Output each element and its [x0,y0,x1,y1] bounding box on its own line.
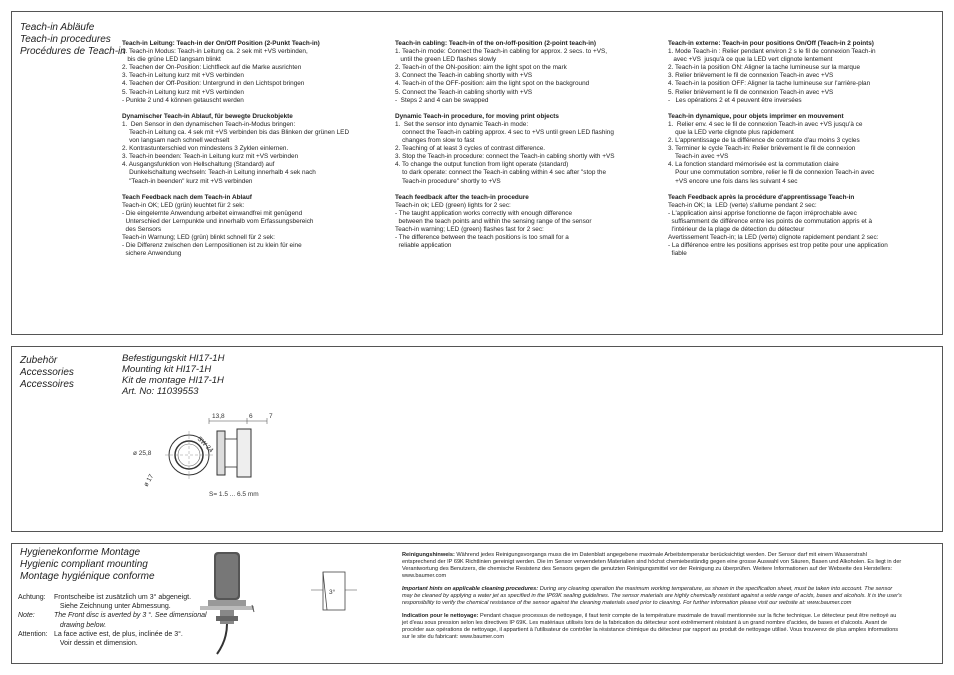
kit-name-de: Befestigungskit HI17-1H [122,353,225,364]
acc-title-en: Accessories [20,367,74,378]
acc-title-fr: Accessoires [20,379,74,390]
teach-step-line: Teach-in procedure" shortly to +VS [395,177,501,185]
teach-block-heading: Teach-in externe: Teach-in pour positions On/Off (Teach-in 2 points) [668,40,874,47]
hygiene-note-label: Achtung: [18,594,46,601]
teach-step-line: 4. Ausgangsfunktion von Hellschaltung (Standard) auf [122,161,275,169]
teach-step-line: von langsam nach schnell wechselt [122,137,230,145]
teach-step-line: 1. Den Sensor in den dynamischen Teach-in-Modus bringen: [122,120,296,128]
hygiene-note-label [18,639,54,648]
dim-thickness-range: S= 1.5 ... 6.5 mm [209,491,259,498]
hygiene-panel [11,543,943,664]
teach-step-line: Pour une commutation sombre, relier le fil de connexion Teach-in avec [668,169,875,177]
teach-block-heading: Teach Feedback après la procédure d'apprentissage Teach-in [668,193,855,201]
teach-title-en: Teach-in procedures [20,34,111,45]
teach-step-line: que la LED verte clignote plus rapidement [668,128,794,136]
teach-step-line: - The taught application works correctly with enough difference [395,209,573,217]
teach-step-line: 4. Teach-in la position OFF: Aligner la tache lumineuse sur l'arrière-plan [668,80,871,88]
teach-block-heading: Dynamischer Teach-in Ablauf, für bewegte Druckobjekte [122,112,293,120]
teach-step-line: Teach-in OK; la LED (verte) s'allume pendant 2 sec: [668,201,817,209]
teach-step-line: - Punkte 2 und 4 können getauscht werden [122,96,244,104]
teach-column-en [395,40,660,258]
teach-block-heading: Teach-in cabling: Teach-in of the on-/off-position (2-point teach-in) [395,40,597,47]
dim-width-2: 6 [249,413,253,420]
teach-step-line: - L'application ainsi apprise fonctionne de façon irréprochable avec [668,209,857,217]
teach-block-heading: Dynamic Teach-in procedure, for moving print objects [395,112,559,120]
teach-column-fr [668,40,933,266]
cleaning-instructions [402,552,902,647]
hygiene-note-row [18,602,207,611]
teach-step-line: 3. Teach-in Leitung kurz mit +VS verbinden [122,72,244,80]
dim-width-3: 7 [269,413,273,420]
mounting-kit-drawing [117,409,287,499]
teach-step-line: sichere Anwendung [122,250,182,258]
teach-step-line: Teach-in ok; LED (green) lights for 2 sec: [395,201,511,209]
hygiene-note-row [18,639,207,648]
front-disc-angle-diagram [309,566,359,618]
dim-wrench-size: SW 24 [195,435,215,455]
teach-step-line: - La différence entre les positions apprises est trop petite pour une application [668,242,888,250]
teach-step-line: 2. Teach-in of the ON-position: aim the light spot on the mark [395,64,567,72]
teach-step-line: +VS encore une fois dans les suivant 4 sec [668,177,798,185]
kit-article-number: Art. No: 11039553 [122,386,199,397]
teach-block [122,40,387,105]
hygiene-note-text: The Front disc is averted by 3 °. See dimensional [54,612,207,620]
teach-step-line: Teach-in avec +VS [668,153,729,161]
teach-step-line: 5. Relier brièvement le fil de connexion Teach-in avec +VS [668,88,834,96]
cleaning-hint-en: Important hints on applicable cleaning procedures: During any cleaning operation the maximum working temperature, as shown in the specification sheet, must be taken into account. The sensor may be cleaned by applying a water jet as specified in the IP69K sealing guidelines. The sensor materials are highly chemically resistant against a wide range of acids, bases and alcohols. It is the user's responsibility to verify the chemical resistance of the sensor against the cleaning materials used prior to cleaning. For further information please visit our website at: www.baumer.com [402,586,902,606]
teach-title-de: Teach-in Abläufe [20,22,95,33]
cleaning-hint-fr: Indication pour le nettoyage: Pendant chaque processus de nettoyage, il faut tenir compte de la température maximale de travail mentionnée sur la fiche technique. Le détecteur peut être nettoyé au jet d'eau sous pression selon les directives IP 69K. Les matériaux utilisés lors de la fabrication du détecteur sont extrêmement résistant à un grand nombre d'acides, de bases et d'alcools. Avant de procéder aux opérations de nettoyage, il appartient à l'utilisateur de contrôler la résistance chimique du détecteur par rapport au produit de nettoyage utilisé. Vous trouverez de plus amples informations sur le site du fabricant: www.baumer.com [402,613,899,640]
teach-block-heading: Teach Feedback nach dem Teach-in Ablauf [122,193,252,201]
kit-name-en: Mounting kit HI17-1H [122,364,212,375]
teach-step-line: 2. L'apprentissage de la différence de contraste d'au moins 3 cycles [668,137,860,145]
accessories-titles [20,355,74,391]
teach-step-line: bis die grüne LED langsam blinkt [122,56,221,64]
teach-block [395,113,660,186]
hyg-title-en: Hygienic compliant mounting [20,559,148,570]
teach-step-line: - Die eingelernte Anwendung arbeitet einwandfrei mit genügend [122,209,303,217]
hygiene-note-row [18,630,207,639]
teach-step-line: - Steps 2 and 4 can be swapped [395,96,489,104]
front-disc-angle-label: 3° [329,589,336,596]
hygiene-note-text: Siehe Zeichnung unter Abmessung. [54,603,171,611]
teach-step-line: to dark operate: connect the Teach-in cabling within 4 sec after "stop the [395,169,607,177]
acc-title-de: Zubehör [20,355,58,366]
teach-step-line: Teach-in Leitung ca. 4 sek mit +VS verbinden bis das Blinken der grünen LED [122,128,350,136]
teach-block [395,40,660,105]
teach-step-line: Dunkelschaltung wechseln: Teach-in Leitung innerhalb 4 sek nach [122,169,316,177]
teach-step-line: Avertissement Teach-in; la LED (verte) clignote rapidement pendant 2 sec: [668,234,879,242]
hygiene-note-label [18,621,54,630]
dim-diameter-outer: ø 25,8 [133,450,152,457]
dim-width-1: 13,8 [212,413,225,420]
teach-step-line: 3. Terminer le cycle Teach-in: Relier brièvement le fil de connexion [668,145,856,153]
teach-step-line: fiable [668,250,687,258]
hygiene-notes [18,593,207,648]
hygiene-note-text: Voir dessin et dimension. [54,640,138,648]
hygiene-note-label: Attention: [18,630,48,638]
hygienic-mount-photo [192,550,262,658]
teach-step-line: connect the Teach-in cabling approx. 4 sec to +VS until green LED flashing [395,128,614,136]
teach-step-line: 2. Kontrastunterschied von mindestens 3 Zyklen einlernen. [122,145,289,153]
teach-column-de [122,40,387,266]
teach-step-line: Teach-in OK; LED (grün) leuchtet für 2 sek: [122,201,245,209]
cleaning-hint-de: Reinigungshinweis: Während jedes Reinigungsvorgangs muss die im Datenblatt angegebene maximale Arbeitstemperatur berücksichtigt werden. Der Sensor darf mit einem Wasserstrahl entsprechend der IP 69K Richtlinien gereinigt werden. Die im Sensor verwendeten Materialien sind höchst chemiebeständig gegen eine grosse Auswahl von Säuren, Basen und Alkoholen. Es liegt in der Verantwortung des Benutzers, die chemische Resistenz des Sensors gegen die genutzten Reinigungsmittel vor der Reinigung zu überprüfen. Weitere Informationen auf der Webseite des Herstellers: www.baumer.com [402,552,902,579]
teach-step-line: 1. Set the sensor into dynamic Teach-in mode: [395,120,529,128]
hygiene-note-label: Note: [18,612,35,620]
teach-step-line: 2. Teach-in la position ON: Aligner la tache lumineuse sur la marque [668,64,861,72]
teach-step-line: 2. Teachen der On-Position: Lichtfleck auf die Marke ausrichten [122,64,302,72]
hyg-title-fr: Montage hygiénique conforme [20,571,155,582]
teach-step-line: changes from slow to fast [395,137,475,145]
teach-step-line: reliable application [395,242,452,250]
kit-name-fr: Kit de montage HI17-1H [122,375,224,386]
teach-in-panel [11,11,943,335]
teach-step-line: 3. Connect the Teach-in cabling shortly with +VS [395,72,533,80]
teach-block [122,194,387,259]
hygiene-note-row [18,621,207,630]
teach-step-line: between the teach points and within the sensing range of the sensor [395,217,592,225]
teach-step-line: Teach-in Warnung; LED (grün) blinkt schnell für 2 sek: [122,234,275,242]
teach-block [668,194,933,259]
teach-step-line: 3. Teach-in beenden: Teach-in Leitung kurz mit +VS verbinden [122,153,299,161]
hygiene-note-row [18,611,207,620]
teach-block [668,40,933,105]
teach-step-line: 4. Teach-in of the OFF-position: aim the light spot on the background [395,80,590,88]
teach-block-heading: Teach-in dynamique, pour objets imprimer en mouvement [668,112,844,120]
dim-diameter-inner: ø 17 [142,473,156,488]
teach-block-heading: Teach-in Leitung: Teach-in der On/Off Position (2-Punkt Teach-in) [122,40,320,47]
hygiene-note-text: drawing below. [54,621,107,629]
accessories-panel [11,346,943,532]
teach-step-line: 4. La fonction standard mémorisée est la commutation claire [668,161,839,169]
teach-step-line: until the green LED flashes slowly [395,56,497,64]
teach-step-line: l'intérieur de la plage de détection du détecteur [668,225,805,233]
hyg-title-de: Hygienekonforme Montage [20,547,141,558]
teach-step-line: 5. Connect the Teach-in cabling shortly with +VS [395,88,533,96]
teach-block-heading: Teach feedback after the teach-in procedure [395,193,529,201]
hygiene-note-text: Frontscheibe ist zusätzlich um 3° abgeneigt. [54,594,192,601]
teach-step-line: Teach-in warning; LED (green) flashes fast for 2 sec: [395,225,544,233]
teach-step-line: - Les opérations 2 et 4 peuvent être inversées [668,96,802,104]
teach-step-line: des Sensors [122,225,162,233]
teach-title-fr: Procédures de Teach-in [20,46,126,57]
teach-step-line: 1. Relier env. 4 sec le fil de connexion Teach-in avec +VS jusqu'à ce [668,120,863,128]
teach-step-line: 1. Teach-in Modus: Teach-in Leitung ca. 2 sek mit +VS verbinden, [122,48,308,56]
teach-step-line: 2. Teaching of at least 3 cycles of contrast difference. [395,145,546,153]
teach-block [668,113,933,186]
hygiene-note-row [18,593,207,602]
hygiene-note-label [18,602,54,611]
teach-step-line: 5. Teach-in Leitung kurz mit +VS verbinden [122,88,244,96]
teach-step-line: suffisamment de différence entre les points de commutation appris et à [668,217,873,225]
teach-step-line: 3. Stop the Teach-in procedure: connect the Teach-in cabling shortly with +VS [395,153,615,161]
hygiene-note-text: La face active est, de plus, inclinée de 3°. [54,630,183,638]
teach-step-line: 1. Teach-in mode: Connect the Teach-in cabling for approx. 2 secs. to +VS, [395,48,608,56]
teach-step-line: avec +VS jusqu'à ce que la LED vert clignote lentement [668,56,833,64]
teach-step-line: - The difference between the teach positions is too small for a [395,234,569,242]
teach-block [395,194,660,251]
teach-in-titles [20,22,126,58]
teach-step-line: 3. Relier brièvement le fil de connexion Teach-in avec +VS [668,72,834,80]
teach-step-line: Unterschied der Lernpunkte und innerhalb vom Erfassungsbereich [122,217,314,225]
hygiene-titles [20,547,155,583]
teach-step-line: 4. To change the output function from light operate (standard) [395,161,569,169]
teach-block [122,113,387,186]
teach-step-line: 4. Teachen der Off-Position: Untergrund in den Lichtspot bringen [122,80,305,88]
teach-step-line: 1. Mode Teach-in : Relier pendant environ 2 s le fil de connexion Teach-in [668,48,876,56]
mounting-kit-info [122,353,224,397]
teach-step-line: - Die Differenz zwischen den Lernpositionen ist zu klein für eine [122,242,302,250]
teach-step-line: "Teach-in beenden" kurz mit +VS verbinden [122,177,253,185]
